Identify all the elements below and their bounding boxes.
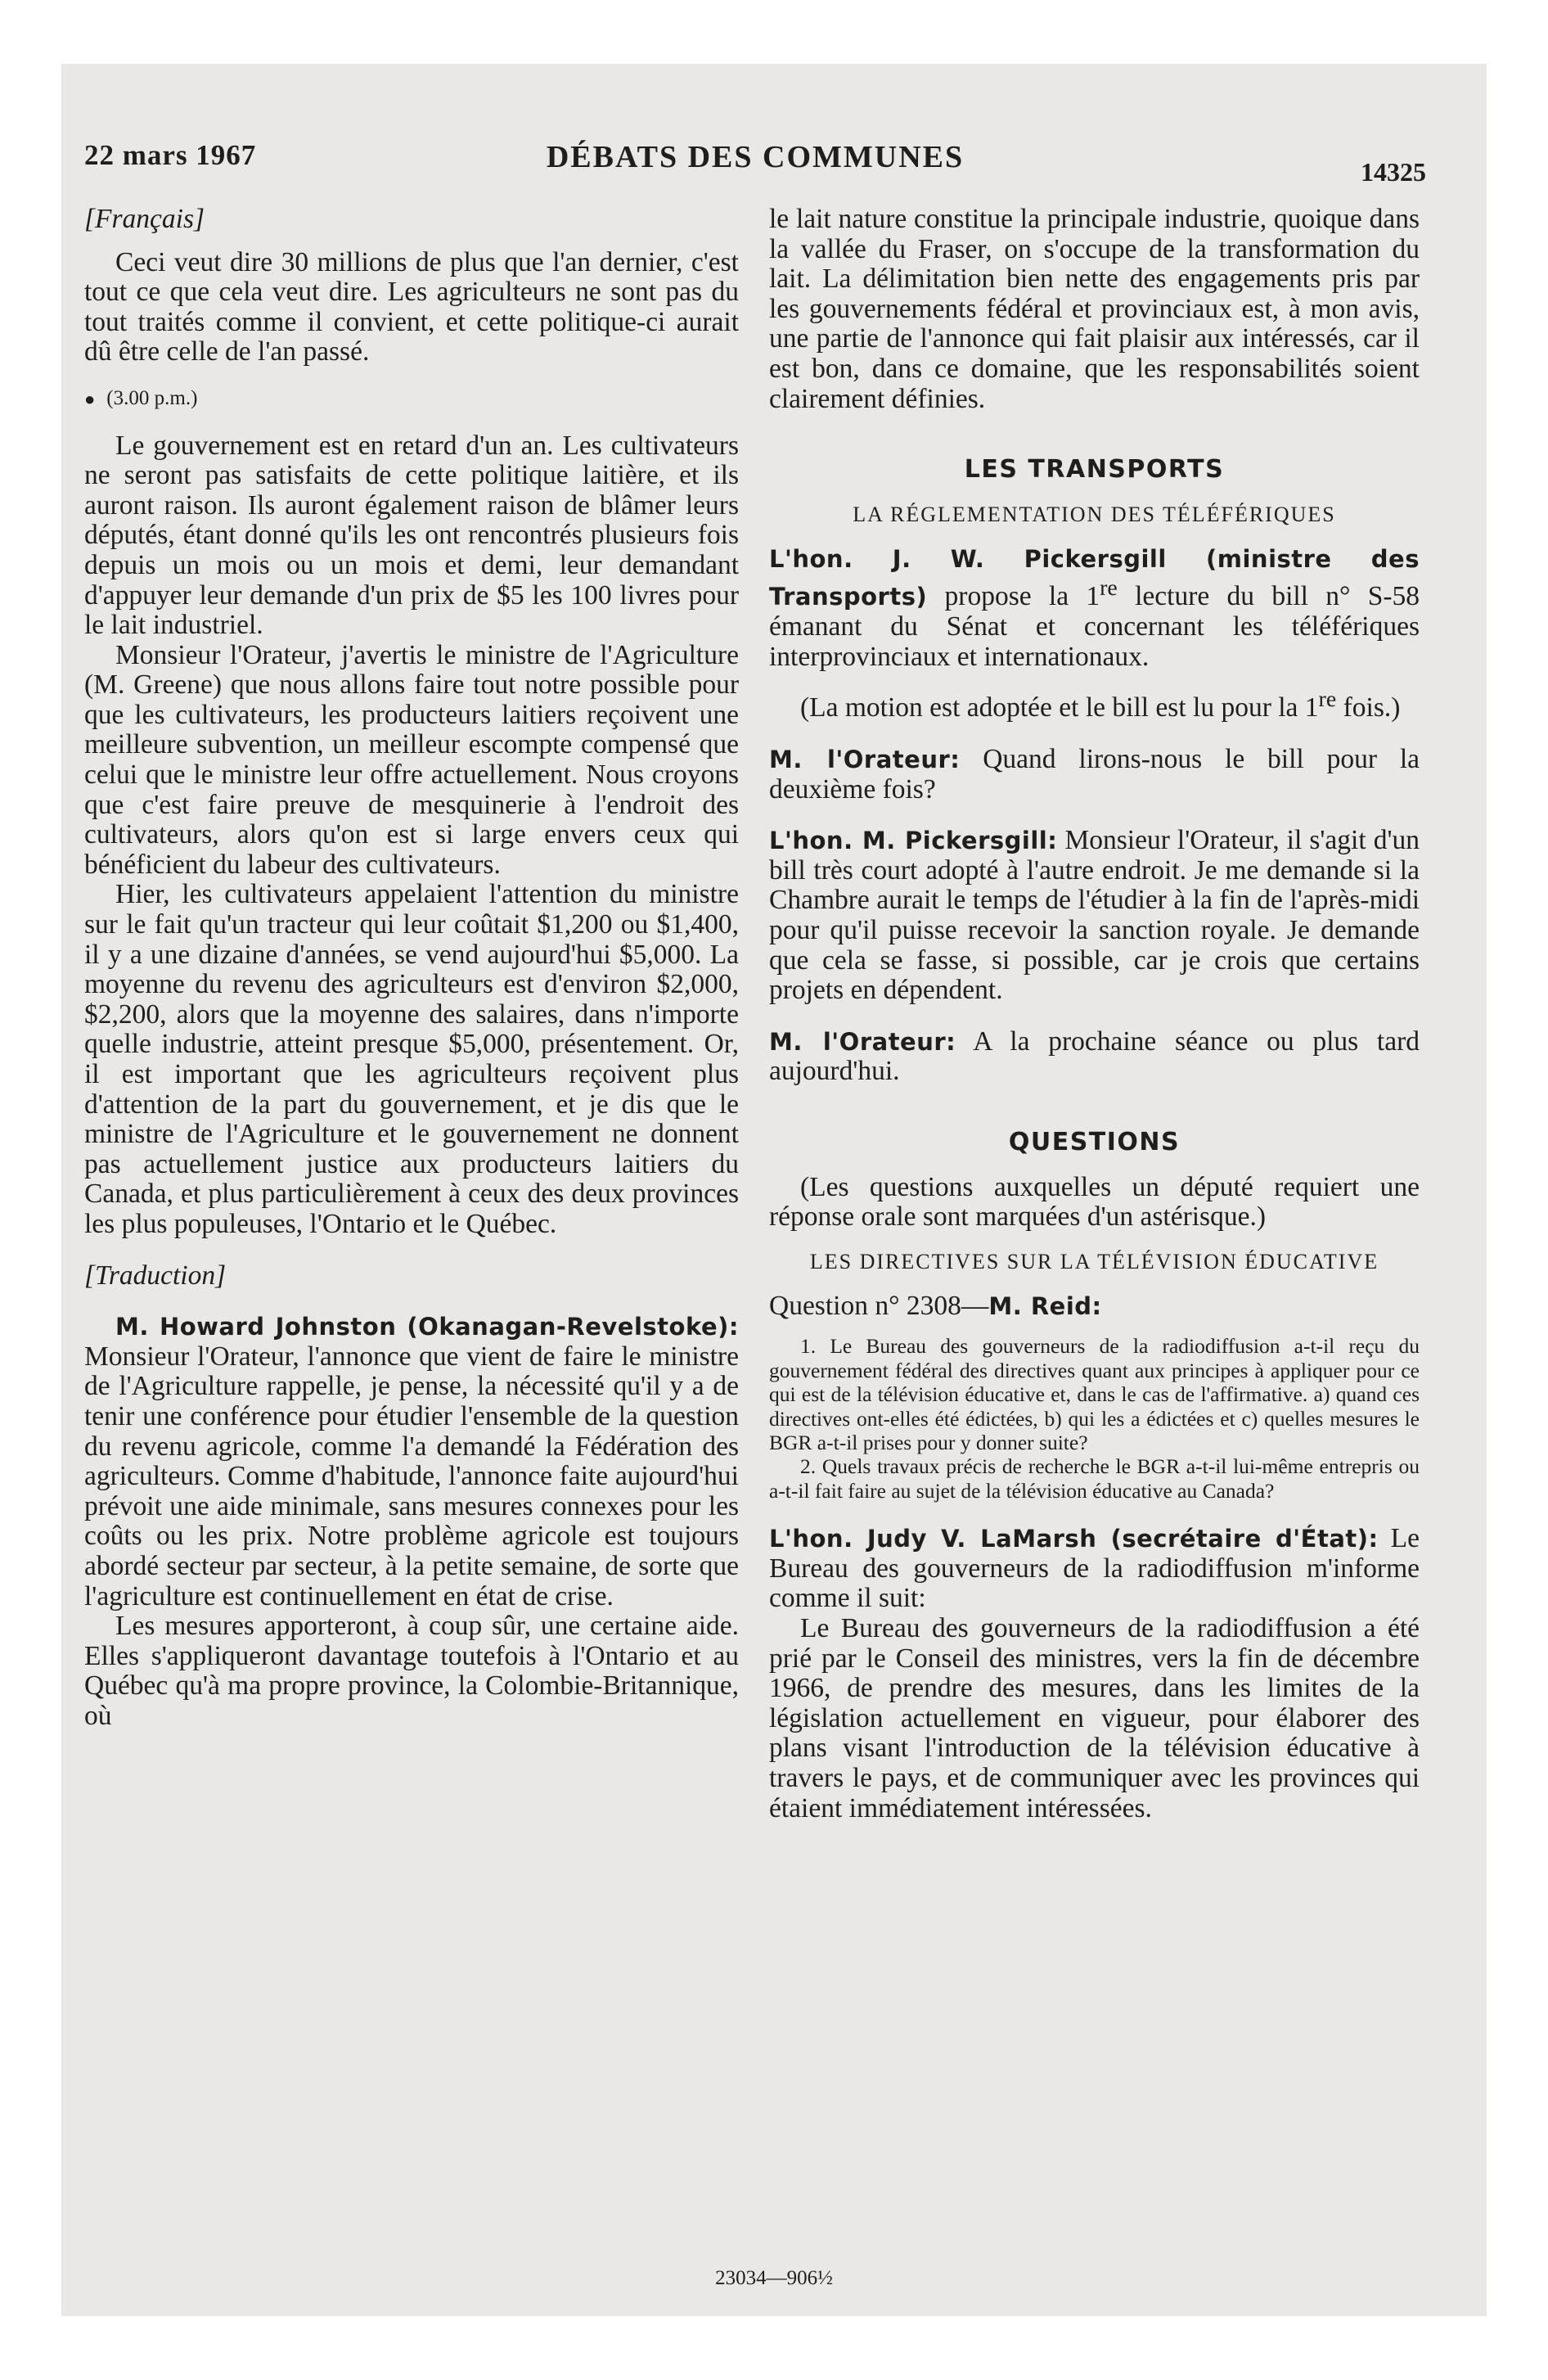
speech — [769, 1027, 1420, 1087]
speech-text: Quand lirons-nous le bill pour la deuxième fois? — [769, 744, 1420, 805]
paragraph: (Les questions auxquelles un député requiert une réponse orale sont marquées d'un astérisque.) — [769, 1171, 1420, 1233]
paragraph: Le Bureau des gouverneurs de la radiodiffusion a été prié par le Conseil des ministres, vers la fin de décembre 1966, de prendre des mesures, dans les limites de la législation actuellement en vigueur, pour élaborer des plans visant l'introduction de la télévision éducative à travers le pays, et de communiquer avec les provinces qui étaient immédiatement intéressées. — [769, 1612, 1420, 1823]
header-page-number: 14325 — [1361, 157, 1426, 187]
speaker-name: M. Howard Johnston (Okanagan-Revelstoke): — [115, 1313, 739, 1341]
speaker-name: M. l'Orateur: — [769, 746, 961, 774]
ordinal-sup: re — [1318, 687, 1337, 713]
paragraph: Le gouvernement est en retard d'un an. Les cultivateurs ne seront pas satisfaits de cette politique laitière, et ils auront raison. Ils auront également raison de blâmer leurs députés, étant donné qu'ils les ont rencontrés plusieurs fois depuis un mois ou un mois et demi, leur demandant d'appuyer leur demande d'un prix de $5 les 100 livres pour le lait industriel. — [84, 430, 739, 641]
speaker-name: M. l'Orateur: — [769, 1027, 956, 1056]
paragraph: le lait nature constitue la principale industrie, quoique dans la vallée du Fraser, on s'occupe de la transformation du lait. La délimitation bien nette des engagements pris par les gouvernements fédéral et provinciaux est, à mon avis, une partie de l'annonce qui fait plaisir aux intéressés, car il est bon, dans ce domaine, que les responsabilités soient clairement définies. — [769, 204, 1420, 414]
ordinal-sup: re — [1100, 575, 1118, 602]
section-heading: LES TRANSPORTS — [964, 455, 1225, 485]
page-header — [84, 139, 1426, 188]
question-item: 2. Quels travaux précis de recherche le BGR a-t-il lui-même entrepris ou a-t-il fait faire au sujet de la télévision éducative au Canada? — [769, 1454, 1420, 1503]
paragraph: Hier, les cultivateurs appelaient l'attention du ministre sur le fait qu'un tracteur qui leur coûtait $1,200 ou $1,400, il y a une dizaine d'années, se vend aujourd'hui $5,000. La moyenne du revenu des agriculteurs est d'environ $2,000, $2,200, alors que la moyenne des salaires, dans n'importe quelle industrie, atteint presque $5,000, présentement. Or, il est important que les agriculteurs reçoivent plus d'attention de la part du gouvernement, et je dis que le ministre de l'Agriculture et le gouvernement ne donnent pas actuellement justice aux producteurs laitiers du Canada, et plus particulièrement à ceux des deux provinces les plus populeuses, l'Ontario et le Québec. — [84, 879, 739, 1239]
question-speaker: M. Reid: — [988, 1291, 1102, 1320]
speech-text: lecture du bill n° S-58 émanant du Sénat et concernant les téléfériques interprovinciaux et internationaux. — [769, 581, 1420, 672]
paragraph: Les mesures apporteront, à coup sûr, une certaine aide. Elles s'appliqueront davantage toutefois à l'Ontario et au Québec qu'à ma propre province, la Colombie-Britannique, où — [84, 1611, 739, 1731]
speech-text: Monsieur l'Orateur, il s'agit d'un bill très court adopté à l'autre endroit. Je me demande si la Chambre aurait le temps de l'étudier à la fin de l'après-midi pour qu'il puisse recevoir la sanction royale. Je demande que cela se fasse, si possible, car je crois que certains projets en dépendent. — [769, 825, 1420, 1006]
paragraph-text: (La motion est adoptée et le bill est lu pour la 1 — [800, 692, 1319, 723]
paragraph: Ceci veut dire 30 millions de plus que l'an dernier, c'est tout ce que cela veut dire. Les agriculteurs ne sont pas du tout traités comme il convient, et cette politique-ci aurait dû être celle de l'an passé. — [84, 246, 739, 367]
speech-text: A la prochaine séance ou plus tard aujourd'hui. — [769, 1025, 1420, 1087]
speech — [769, 544, 1420, 673]
speaker-name: L'hon. J. W. Pickersgill (ministre des Transports) — [769, 544, 1420, 611]
speaker-name: L'hon. M. Pickersgill: — [769, 827, 1058, 855]
time-marker — [84, 384, 739, 415]
speaker-name: L'hon. Judy V. LaMarsh (secrétaire d'État): — [769, 1525, 1379, 1553]
time-label: (3.00 p.m.) — [106, 386, 198, 409]
page-footer: 23034—906½ — [715, 2267, 833, 2289]
language-tag: [Traduction] — [84, 1260, 227, 1291]
speech — [769, 826, 1420, 1006]
speech — [769, 745, 1420, 805]
section-heading: QUESTIONS — [1008, 1127, 1181, 1156]
speech — [769, 1524, 1420, 1614]
left-column — [84, 205, 739, 1731]
language-tag: [Français] — [84, 204, 205, 234]
speech — [84, 1312, 739, 1611]
subsection-heading: LA RÉGLEMENTATION DES TÉLÉFÉRIQUES — [853, 502, 1336, 526]
speech-text: propose la 1 — [944, 581, 1100, 612]
question-label: Question n° 2308— — [769, 1290, 989, 1321]
header-title: DÉBATS DES COMMUNES — [546, 140, 965, 174]
speech-text: Monsieur l'Orateur, l'annonce que vient de faire le ministre de l'Agriculture rappelle, je pense, la nécessité qu'il y a de tenir une conférence pour étudier l'ensemble de la question du revenu agricole, comme l'a demandé la Fédération des agriculteurs. Comme d'habitude, l'annonce faite aujourd'hui prévoit une aide minimale, sans mesures connexes pour les coûts ou les prix. Notre problème agricole est toujours abordé secteur par secteur, à la petite semaine, de sorte que l'agriculture est continuellement en état de crise. — [84, 1341, 739, 1611]
right-column — [769, 205, 1420, 1823]
question-heading — [769, 1291, 1420, 1322]
paragraph: Monsieur l'Orateur, j'avertis le ministre de l'Agriculture (M. Greene) que nous allons faire tout notre possible pour que les cultivateurs, les producteurs laitiers reçoivent une meilleure subvention, un meilleur escompte compensé que celui que le ministre leur offre actuellement. Nous croyons que c'est faire preuve de mesquinerie à l'endroit des cultivateurs, alors qu'on est si large envers ceux qui bénéficient du labeur des cultivateurs. — [84, 639, 739, 880]
paragraph — [769, 685, 1420, 723]
speech-text: Le Bureau des gouverneurs de la radiodiffusion m'informe comme il suit: — [769, 1523, 1420, 1614]
bullet-icon: ● — [84, 388, 96, 409]
header-date: 22 mars 1967 — [84, 139, 257, 171]
subsection-heading: LES DIRECTIVES SUR LA TÉLÉVISION ÉDUCATIVE — [809, 1249, 1379, 1273]
paragraph-text: fois.) — [1336, 692, 1401, 723]
question-item: 1. Le Bureau des gouverneurs de la radiodiffusion a-t-il reçu du gouvernement fédéral des directives quant aux principes à appliquer pour ce qui est de la télévision éducative et, dans le cas de l'affirmative. a) quand ces directives ont-elles été édictées, b) qui les a édictées et c) quelles mesures le BGR a-t-il prises pour y donner suite? — [769, 1334, 1420, 1454]
